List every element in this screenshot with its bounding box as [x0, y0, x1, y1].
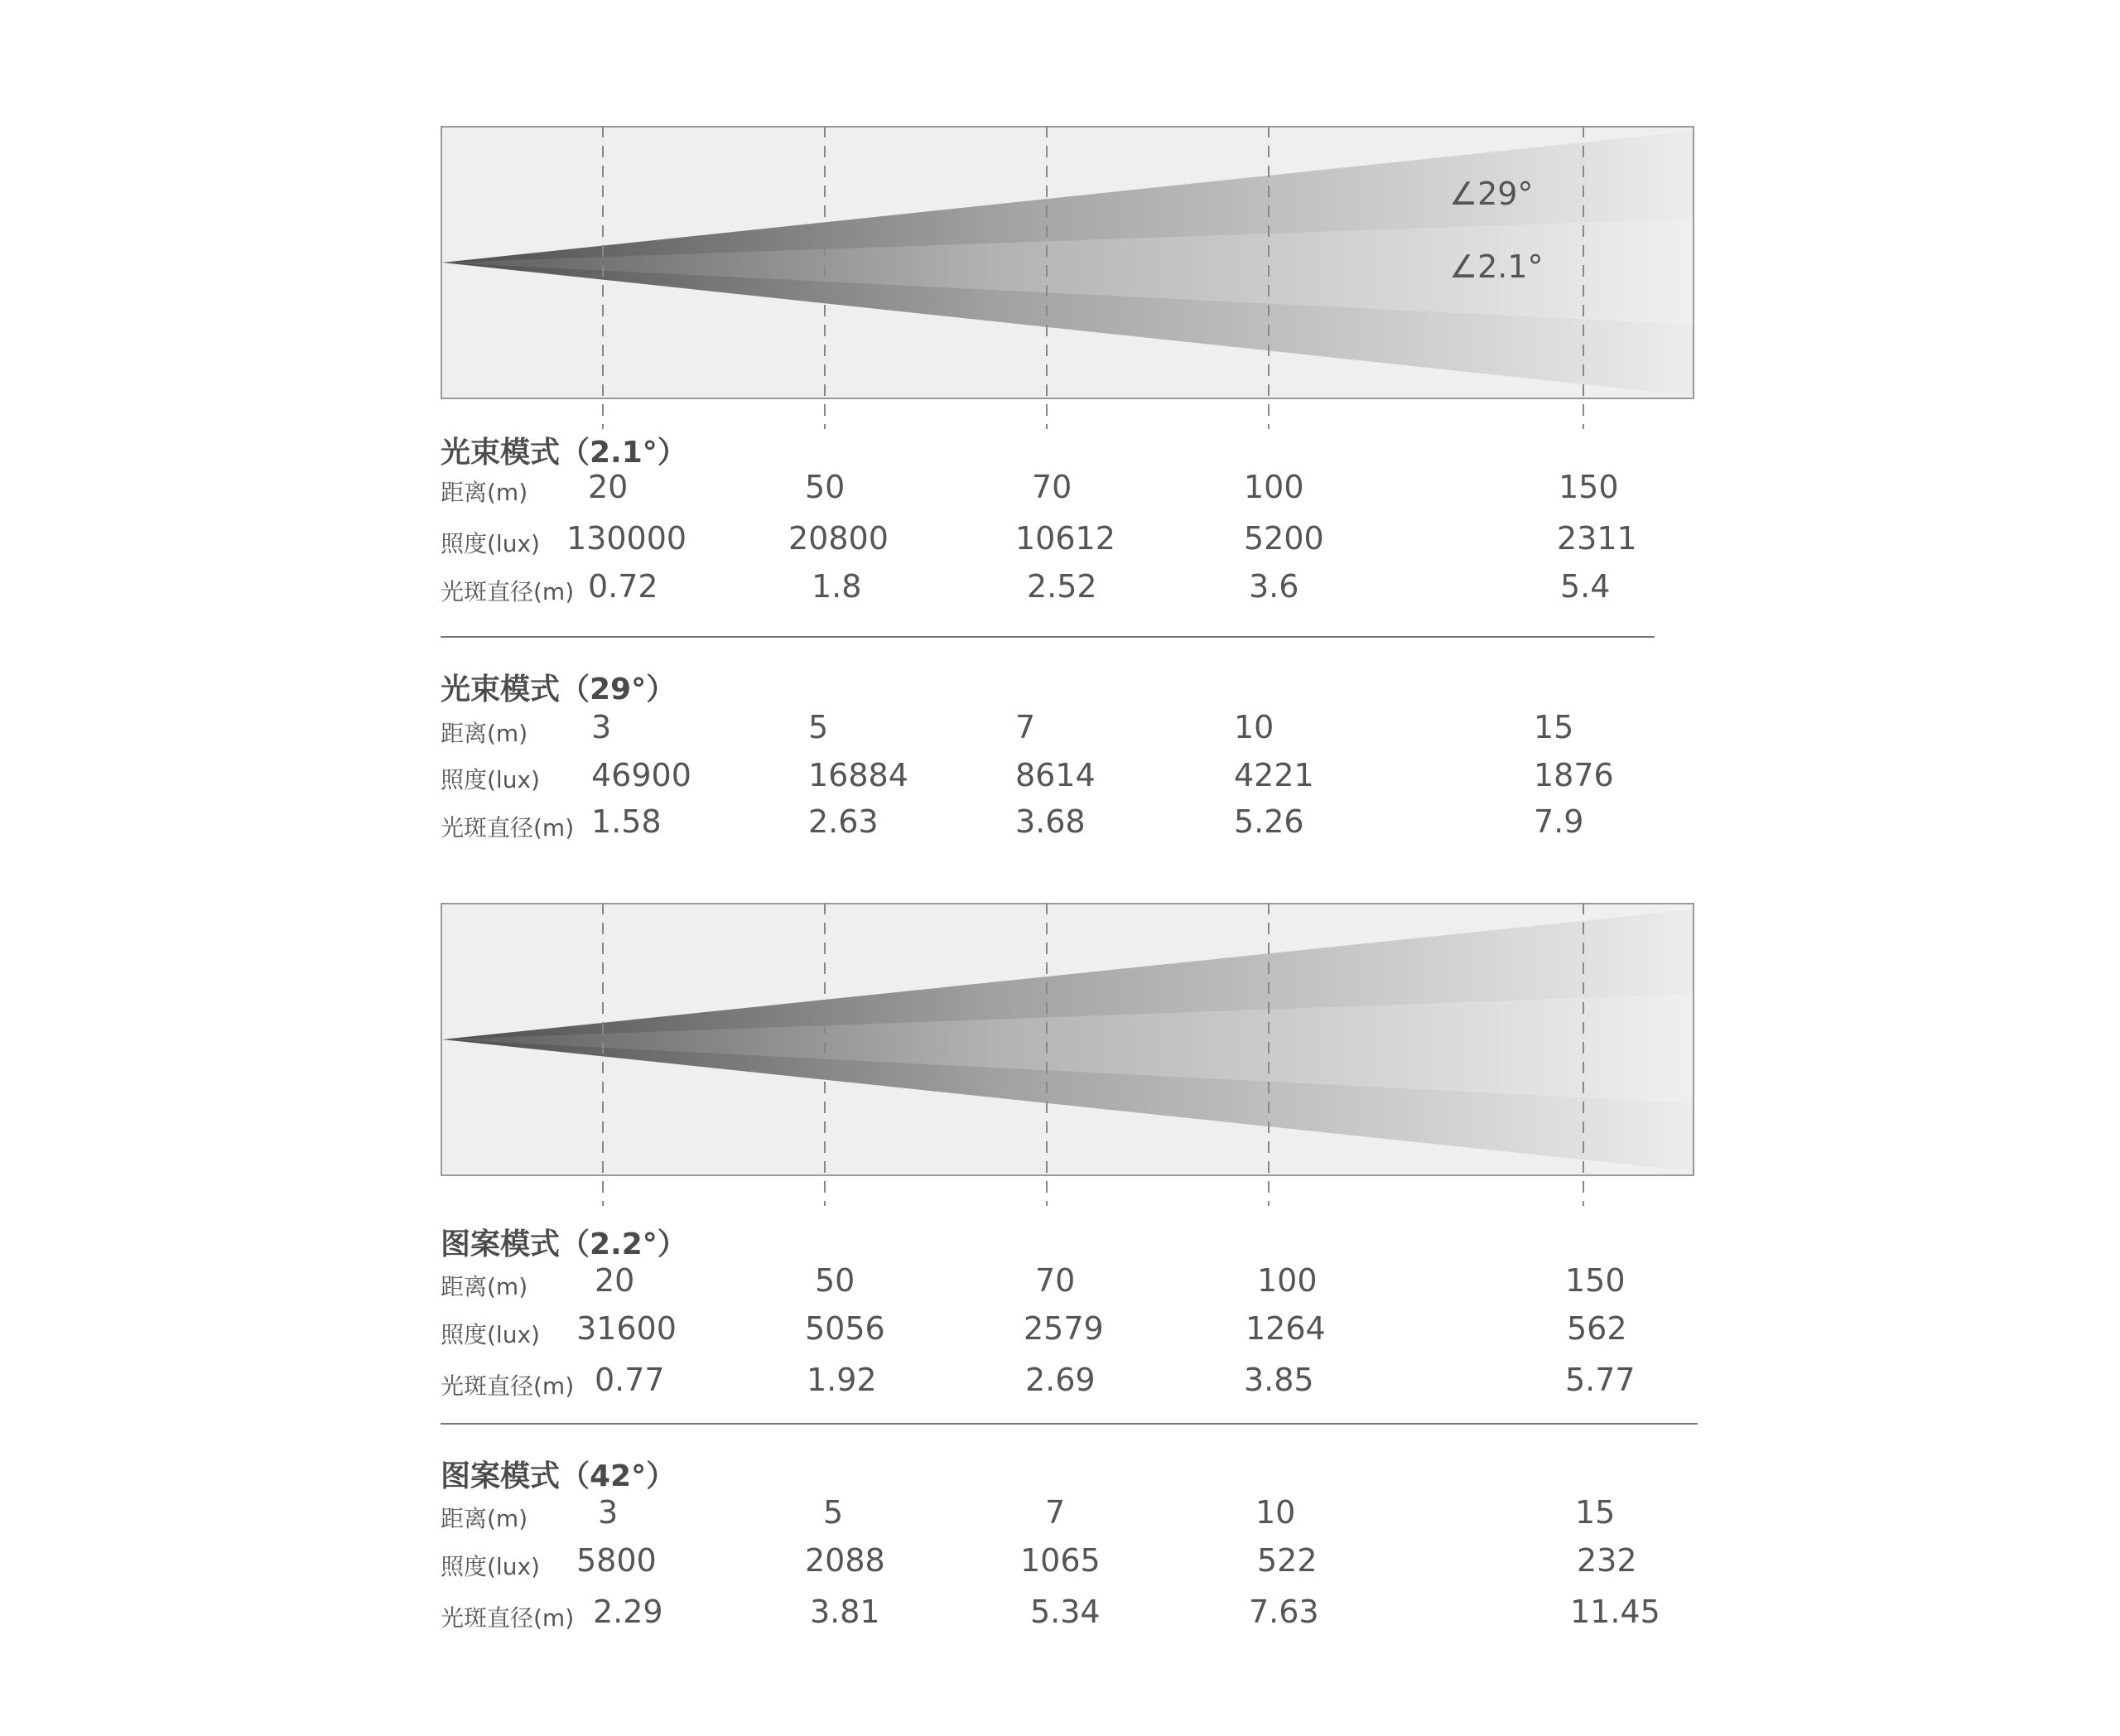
beam-diagram-top — [441, 126, 1694, 429]
distance-value: 100 — [1257, 1262, 1318, 1299]
spot-diameter-label: 光斑直径(m) — [441, 1604, 575, 1632]
distance-value: 10 — [1255, 1494, 1296, 1531]
spot-diameter-value: 3.6 — [1249, 568, 1299, 605]
spot-diameter-value: 1.92 — [807, 1362, 877, 1398]
illuminance-value: 8614 — [1015, 757, 1096, 793]
spec-section-beam-29 — [441, 666, 1699, 848]
distance-value: 7 — [1045, 1494, 1066, 1531]
illuminance-value: 2579 — [1024, 1310, 1104, 1347]
illuminance-value: 20800 — [788, 520, 889, 557]
distance-value: 15 — [1534, 709, 1574, 745]
illuminance-value: 130000 — [566, 520, 687, 557]
distance-value: 100 — [1244, 469, 1304, 505]
distance-value: 50 — [805, 469, 846, 505]
spot-diameter-value: 5.34 — [1030, 1594, 1101, 1630]
beam-cone-graphic — [441, 903, 1694, 1206]
spot-diameter-value: 2.52 — [1027, 568, 1097, 605]
beam-diagram-bottom — [441, 903, 1694, 1206]
spot-diameter-value: 5.26 — [1234, 803, 1304, 840]
spot-diameter-value: 3.85 — [1244, 1362, 1314, 1398]
wide-angle-label: ∠29° — [1449, 176, 1534, 212]
spot-diameter-value: 2.69 — [1025, 1362, 1096, 1398]
section-title: 光束模式（29°） — [441, 673, 677, 706]
illuminance-value: 5056 — [805, 1310, 885, 1347]
distance-value: 70 — [1035, 1262, 1076, 1299]
distance-value: 3 — [591, 709, 612, 745]
spot-diameter-value: 7.63 — [1249, 1594, 1319, 1630]
spot-diameter-label: 光斑直径(m) — [441, 578, 575, 605]
distance-value: 7 — [1015, 709, 1036, 745]
illuminance-value: 2311 — [1557, 520, 1637, 557]
section-title: 图案模式（42°） — [441, 1459, 677, 1493]
illuminance-value: 1876 — [1534, 757, 1614, 793]
illuminance-value: 4221 — [1234, 757, 1314, 793]
spec-section-pattern-42 — [441, 1453, 1699, 1643]
spot-diameter-value: 1.8 — [812, 568, 862, 605]
illuminance-label: 照度(lux) — [441, 1321, 540, 1348]
section-title: 图案模式（2.2°） — [441, 1227, 687, 1261]
distance-value: 150 — [1565, 1262, 1626, 1299]
spot-diameter-value: 2.29 — [593, 1594, 663, 1630]
spot-diameter-value: 3.81 — [810, 1594, 880, 1630]
distance-value: 70 — [1032, 469, 1072, 505]
illuminance-value: 232 — [1577, 1542, 1637, 1579]
distance-label: 距离(m) — [441, 1505, 528, 1532]
spec-section-beam-2-1 — [441, 429, 1699, 611]
illuminance-value: 31600 — [576, 1310, 677, 1347]
narrow-angle-label: ∠2.1° — [1449, 248, 1544, 285]
illuminance-label: 照度(lux) — [441, 1553, 540, 1580]
illuminance-value: 5200 — [1244, 520, 1324, 557]
spot-diameter-label: 光斑直径(m) — [441, 1372, 575, 1400]
spec-section-pattern-2-2 — [441, 1221, 1699, 1403]
spot-diameter-value: 0.77 — [595, 1362, 665, 1398]
distance-value: 3 — [598, 1494, 619, 1531]
section-divider — [441, 1423, 1698, 1425]
illuminance-value: 522 — [1257, 1542, 1318, 1579]
distance-value: 5 — [808, 709, 829, 745]
distance-value: 10 — [1234, 709, 1274, 745]
distance-value: 150 — [1559, 469, 1619, 505]
distance-label: 距离(m) — [441, 720, 528, 747]
spot-diameter-value: 0.72 — [588, 568, 658, 605]
distance-value: 20 — [588, 469, 629, 505]
distance-value: 50 — [815, 1262, 855, 1299]
spot-diameter-label: 光斑直径(m) — [441, 814, 575, 841]
illuminance-value: 2088 — [805, 1542, 885, 1579]
distance-label: 距离(m) — [441, 1273, 528, 1300]
illuminance-value: 16884 — [808, 757, 908, 793]
distance-value: 15 — [1575, 1494, 1616, 1531]
illuminance-value: 1065 — [1020, 1542, 1101, 1579]
illuminance-value: 5800 — [576, 1542, 657, 1579]
illuminance-value: 46900 — [591, 757, 691, 793]
distance-value: 20 — [595, 1262, 635, 1299]
spot-diameter-value: 2.63 — [808, 803, 879, 840]
illuminance-label: 照度(lux) — [441, 766, 540, 793]
spot-diameter-value: 7.9 — [1534, 803, 1584, 840]
spot-diameter-value: 11.45 — [1570, 1594, 1660, 1630]
spot-diameter-value: 5.4 — [1560, 568, 1611, 605]
illuminance-value: 562 — [1567, 1310, 1627, 1347]
distance-label: 距离(m) — [441, 479, 528, 506]
spot-diameter-value: 5.77 — [1565, 1362, 1636, 1398]
distance-value: 5 — [823, 1494, 844, 1531]
illuminance-value: 10612 — [1015, 520, 1115, 557]
illuminance-value: 1264 — [1246, 1310, 1326, 1347]
illuminance-label: 照度(lux) — [441, 530, 540, 557]
section-divider — [441, 636, 1655, 638]
section-title: 光束模式（2.1°） — [441, 436, 687, 470]
spot-diameter-value: 3.68 — [1015, 803, 1086, 840]
spot-diameter-value: 1.58 — [591, 803, 662, 840]
